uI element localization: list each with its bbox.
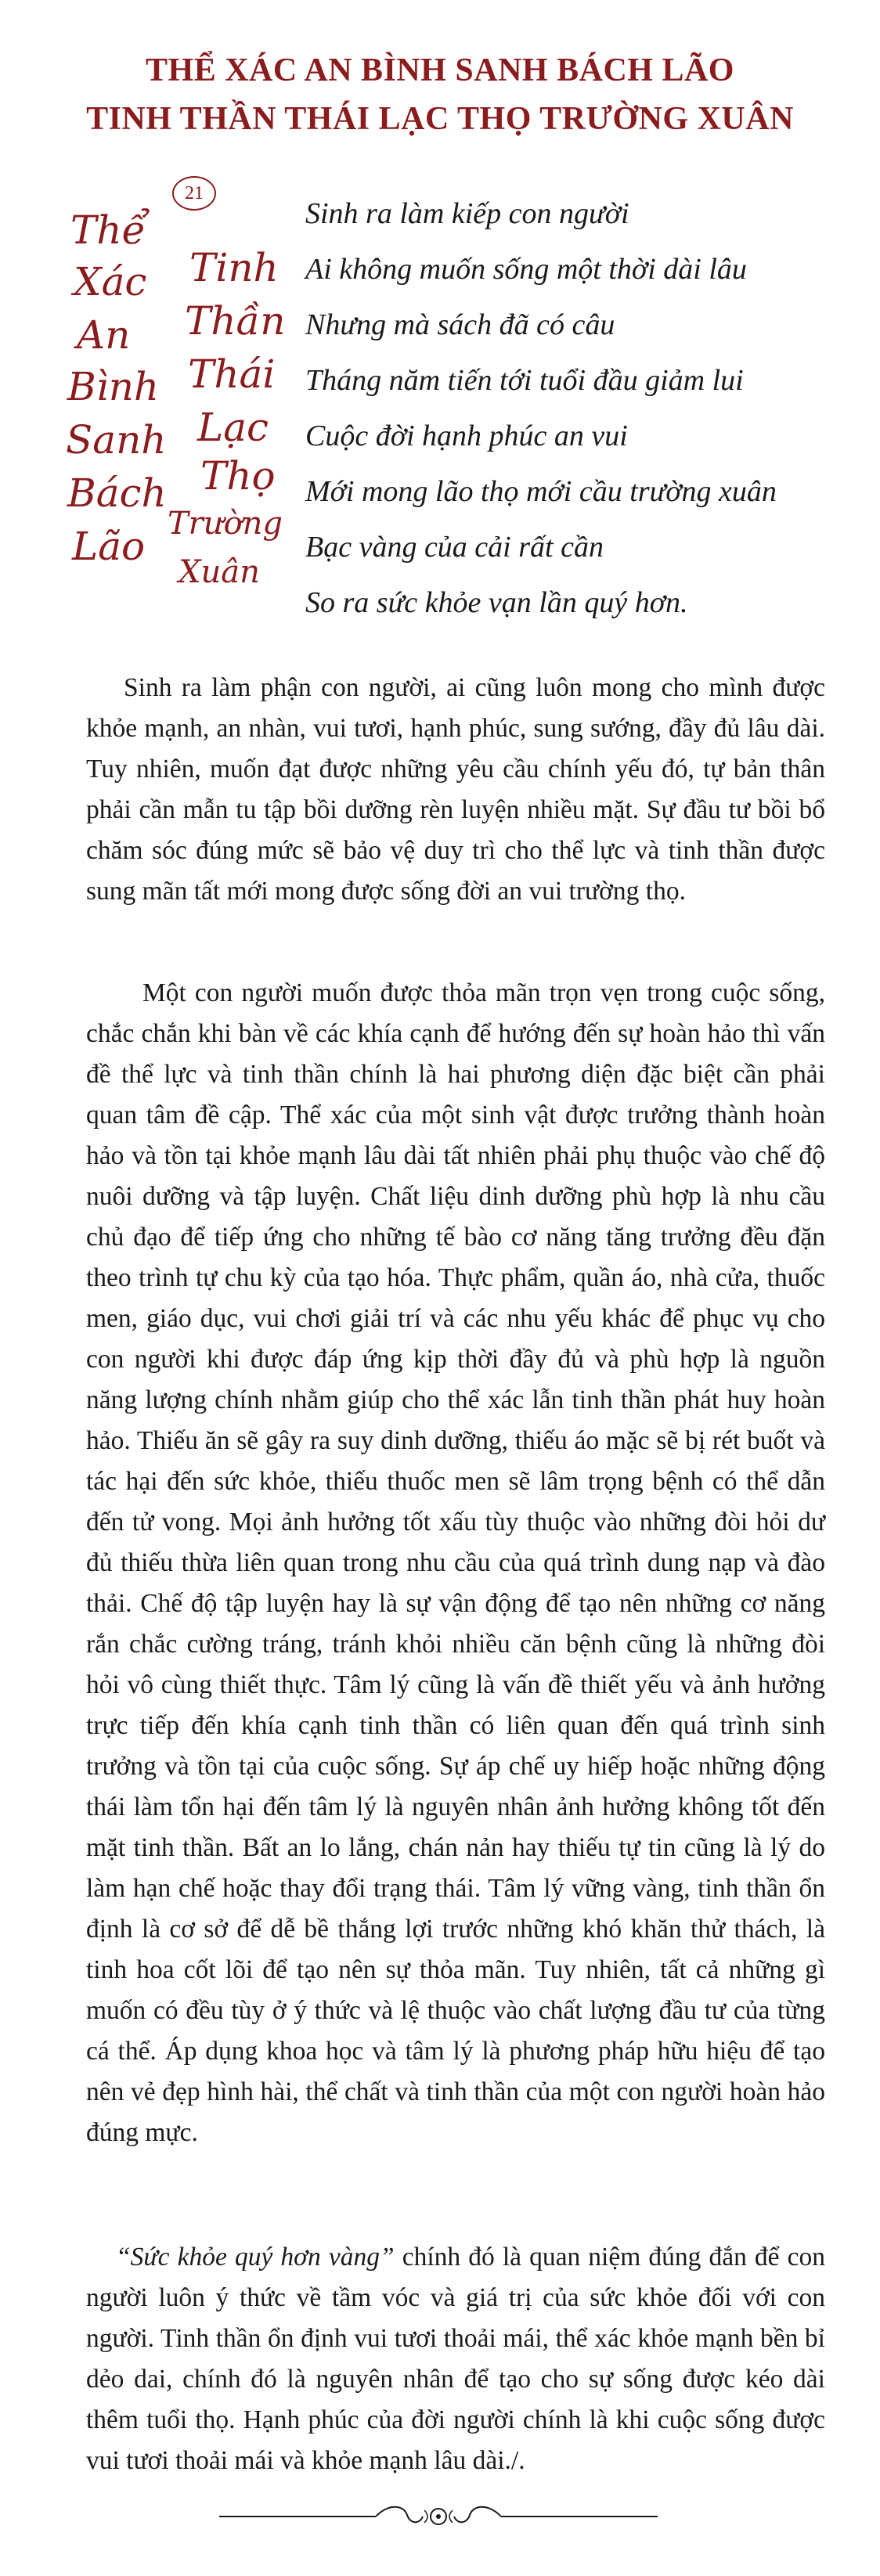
page-title-line-2: TINH THẦN THÁI LẠC THỌ TRƯỜNG XUÂN — [86, 101, 794, 137]
paragraph-3 — [86, 2237, 825, 2481]
poem — [305, 186, 853, 631]
calligraphy-char: Sanh — [66, 417, 167, 463]
calligraphy-char: An — [77, 312, 131, 358]
calligraphy-char: Thể — [70, 207, 146, 253]
paragraph-1: Sinh ra làm phận con người, ai cũng luôn mong cho mình được khỏe mạnh, an nhàn, vui tươi, hạnh phúc, sung sướng, đầy đủ lâu dài. Tuy nhiên, muốn đạt được những yêu cầu chính yếu đó, tự bản thân phải cần mẫn tu tập bồi dưỡng rèn luyện nhiều mặt. Sự đầu tư bồi bổ chăm sóc đúng mức sẽ bảo vệ duy trì cho thể lực và tinh thần được sung mãn tất mới mong được sống đời an vui trường thọ. — [86, 673, 825, 906]
calligraphy-char: Bách — [67, 470, 167, 516]
calligraphy-char: Thái — [188, 351, 276, 397]
calligraphy-block — [66, 176, 305, 599]
calligraphy-char: Lão — [72, 524, 146, 569]
calligraphy-char: Xác — [74, 259, 147, 304]
poem-line: Nhưng mà sách đã có câu — [305, 308, 615, 341]
calligraphy-char: Thần — [185, 298, 286, 344]
paragraph-3-quote: “Sức khỏe quý hơn vàng” — [116, 2243, 395, 2272]
poem-line: So ra sức khỏe vạn lần quý hơn. — [305, 586, 688, 619]
paragraph-3-text: chính đó là quan niệm đúng đắn để con người luôn ý thức về tầm vóc và giá trị của sức khỏe đối với con người. Tinh thần ổn định vui tươi thoải mái, thể xác khỏe mạnh bền bỉ dẻo dai, chính đó là nguyên nhân để tạo cho sự sống được kéo dài thêm tuổi thọ. Hạnh phúc của đời người chính là khi cuộc sống được vui tươi thoải mái và khỏe mạnh lâu dài./. — [86, 2243, 825, 2475]
page-title-line-1: THỂ XÁC AN BÌNH SANH BÁCH LÃO — [146, 52, 734, 88]
poem-line: Ai không muốn sống một thời dài lâu — [305, 253, 747, 286]
poem-line: Mới mong lão thọ mới cầu trường xuân — [305, 475, 777, 508]
calligraphy-char: Bình — [67, 364, 160, 409]
page-number-badge: 21 — [172, 176, 216, 211]
poem-line: Bạc vàng của cải rất cần — [305, 531, 604, 564]
calligraphy-char: Lạc — [197, 405, 269, 450]
calligraphy-char: Tinh — [189, 245, 279, 290]
calligraphy-char: Thọ — [200, 453, 276, 499]
poem-line: Sinh ra làm kiếp con người — [305, 197, 629, 230]
calligraphy-char: Trường — [168, 506, 283, 542]
poem-line: Cuộc đời hạnh phúc an vui — [305, 420, 628, 452]
calligraphy-char: Xuân — [179, 554, 260, 590]
poem-line: Tháng năm tiến tới tuổi đầu giảm lui — [305, 364, 744, 397]
paragraph-2: Một con người muốn được thỏa mãn trọn vẹn trong cuộc sống, chắc chắn khi bàn về các khía cạnh để hướng đến sự hoàn hảo thì vấn đề thể lực và tinh thần chính là hai phương diện đặc biệt cần phải quan tâm đề cập. Thể xác của một sinh vật được trưởng thành hoàn hảo và tồn tại khỏe mạnh lâu dài tất nhiên phải phụ thuộc vào chế độ nuôi dưỡng và tập luyện. Chất liệu dinh dưỡng phù hợp là nhu cầu chủ đạo để tiếp ứng cho những tế bào cơ năng tăng trưởng đều đặn theo trình tự chu kỳ của tạo hóa. Thực phẩm, quần áo, nhà cửa, thuốc men, giáo dục, vui chơi giải trí và các nhu yếu khác để phục vụ cho con người khi được đáp ứng kịp thời đầy đủ và phù hợp là nguồn năng lượng chính nhằm giúp cho thể xác lẫn tinh thần phát huy hoàn hảo. Thiếu ăn sẽ gây ra suy dinh dưỡng, thiếu áo mặc sẽ bị rét buốt và tác hại đến sức khỏe, thiếu thuốc men sẽ lâm trọng bệnh có thể dẫn đến tử vong. Mọi ảnh hưởng tốt xấu tùy thuộc vào những đòi hỏi dư đủ thiếu thừa liên quan trong nhu cầu của quá trình dung nạp và đào thải. Chế độ tập luyện hay là sự vận động để tạo nên những cơ năng rắn chắc cường tráng, tránh khỏi nhiều căn bệnh cũng là những đòi hỏi vô cùng thiết thực. Tâm lý cũng là vấn đề thiết yếu và ảnh hưởng trực tiếp đến khía cạnh tinh thần có liên quan đến quá trình sinh trưởng và tồn tại của cuộc sống. Sự áp chế uy hiếp hoặc những động thái làm tổn hại đến tâm lý là nguyên nhân ảnh hưởng không tốt đến mặt tinh thần. Bất an lo lắng, chán nản hay thiếu tự tin cũng là lý do làm hạn chế hoặc thay đổi trạng thái. Tâm lý vững vàng, tinh thần ổn định là cơ sở để dễ bề thắng lợi trước những khó khăn thử thách, là tinh hoa cốt lõi để tạo nên sự thỏa mãn. Tuy nhiên, tất cả những gì muốn có đều tùy ở ý thức và lệ thuộc vào chất lượng đầu tư của từng cá thể. Áp dụng khoa học và tâm lý là phương pháp hữu hiệu để tạo nên vẻ đẹp hình hài, thể chất và tinh thần của một con người hoàn hảo đúng mực. — [86, 978, 825, 2147]
ornament-divider — [219, 2501, 658, 2532]
